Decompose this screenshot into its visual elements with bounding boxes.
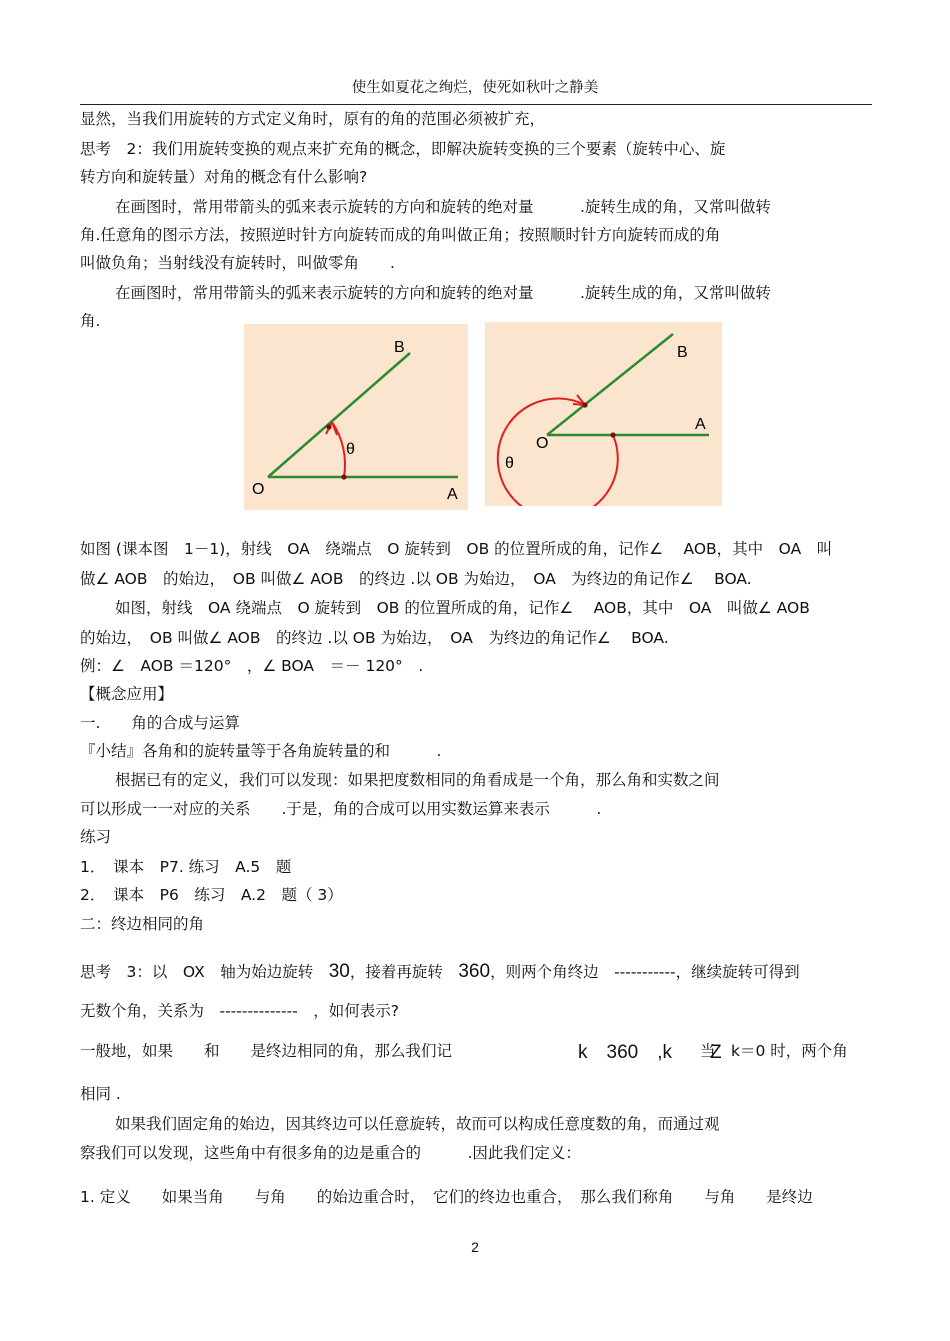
text-line: 如图 (课本图 1－1)，射线 OA 绕端点 O 旋转到 OB 的位置所成的角，记作∠ AOB，其中 OA 叫 <box>80 540 833 558</box>
text-line: 思考 2：我们用旋转变换的观点来扩充角的概念，即解决旋转变换的三个要素（旋转中心、旋 <box>80 140 726 158</box>
text-line: 无数个角，关系为 -------------- ，如何表示? <box>80 1002 400 1020</box>
text-line: 在画图时，常用带箭头的弧来表示旋转的方向和旋转的绝对量 .旋转生成的角，又常叫做转 <box>115 284 771 302</box>
math-value: 360 <box>458 961 491 982</box>
section-heading: 一. 角的合成与运算 <box>80 714 240 732</box>
text-segment: ，接着再旋转 <box>349 963 459 981</box>
header-rule <box>80 104 872 105</box>
text-line: 如果我们固定角的始边，因其终边可以任意旋转，故而可以构成任意度数的角，而通过观 <box>115 1115 720 1133</box>
text-line: 2． 课本 P6 练习 A.2 题（ 3） <box>80 886 343 904</box>
text-line: 显然，当我们用旋转的方式定义角时，原有的角的范围必须被扩充， <box>80 110 546 128</box>
section-heading: 二：终边相同的角 <box>80 915 205 933</box>
label-b: B <box>394 339 405 356</box>
text-line: 如图，射线 OA 绕端点 O 旋转到 OB 的位置所成的角，记作∠ AOB，其中 OA 叫做∠ AOB <box>115 599 810 617</box>
text-line: 可以形成一一对应的关系 .于是，角的合成可以用实数运算来表示 . <box>80 800 602 818</box>
text-line: 角.任意角的图示方法，按照逆时针方向旋转而成的角叫做正角；按照顺时针方向旋转而成的角 <box>80 226 721 244</box>
text-line: 转方向和旋转量）对角的概念有什么影响? <box>80 168 368 186</box>
math-value: 30 <box>328 961 350 982</box>
page-number: 2 <box>471 1239 479 1255</box>
text-line: 1． 课本 P7. 练习 A.5 题 <box>80 858 292 876</box>
label-a: A <box>695 416 706 433</box>
arc-end-dot <box>326 424 331 429</box>
label-b: B <box>677 344 688 361</box>
label-theta: θ <box>346 441 355 458</box>
text-line: 叫做负角；当射线没有旋转时，叫做零角 . <box>80 254 395 272</box>
text-line: 根据已有的定义，我们可以发现：如果把度数相同的角看成是一个角，那么角和实数之间 <box>115 771 720 789</box>
text-line: 相同 . <box>80 1085 121 1103</box>
label-o: O <box>536 435 549 452</box>
label-o: O <box>252 481 265 498</box>
figure-background <box>244 324 468 510</box>
text-line: 1. 定义 如果当角 与角 的始边重合时， 它们的终边也重合， 那么我们称角 与角 是终边 <box>80 1188 813 1206</box>
text-line <box>80 962 800 981</box>
label-a: A <box>447 486 458 503</box>
section-heading: 【概念应用】 <box>80 685 174 703</box>
math-formula: k 360 ,k Z <box>578 1042 722 1063</box>
text-line: 例：∠ AOB ＝120° ，∠ BOA ＝－ 120° . <box>80 657 424 675</box>
text-segment: ，则两个角终边 -----------，继续旋转可得到 <box>490 963 800 981</box>
text-line: 当 k＝0 时，两个角 <box>700 1042 848 1060</box>
text-line: 『小结』各角和的旋转量等于各角旋转量的和 . <box>80 742 442 760</box>
text-line: 察我们可以发现，这些角中有很多角的边是重合的 .因此我们定义： <box>80 1144 581 1162</box>
text-line: 的始边， OB 叫做∠ AOB 的终边 .以 OB 为始边， OA 为终边的角记作∠ BOA. <box>80 629 669 647</box>
page-header: 使生如夏花之绚烂，使死如秋叶之静美 <box>351 80 599 96</box>
label-theta: θ <box>505 455 514 472</box>
text-line: 做∠ AOB 的始边， OB 叫做∠ AOB 的终边 .以 OB 为始边， OA 为终边的角记作∠ BOA. <box>80 570 752 588</box>
text-line: 角. <box>80 312 101 330</box>
arc-start-dot <box>341 474 346 479</box>
figure-counterclockwise-angle <box>244 324 468 510</box>
text-line: 在画图时，常用带箭头的弧来表示旋转的方向和旋转的绝对量 .旋转生成的角，又常叫做转 <box>115 198 771 216</box>
figure-clockwise-angle <box>485 322 722 506</box>
text-segment: 思考 3：以 OX 轴为始边旋转 <box>80 963 329 981</box>
text-line: 一般地，如果 和 是终边相同的角，那么我们记 <box>80 1042 453 1060</box>
arc-end-dot <box>582 402 587 407</box>
text-line: 练习 <box>80 828 112 846</box>
arc-start-dot <box>610 432 615 437</box>
